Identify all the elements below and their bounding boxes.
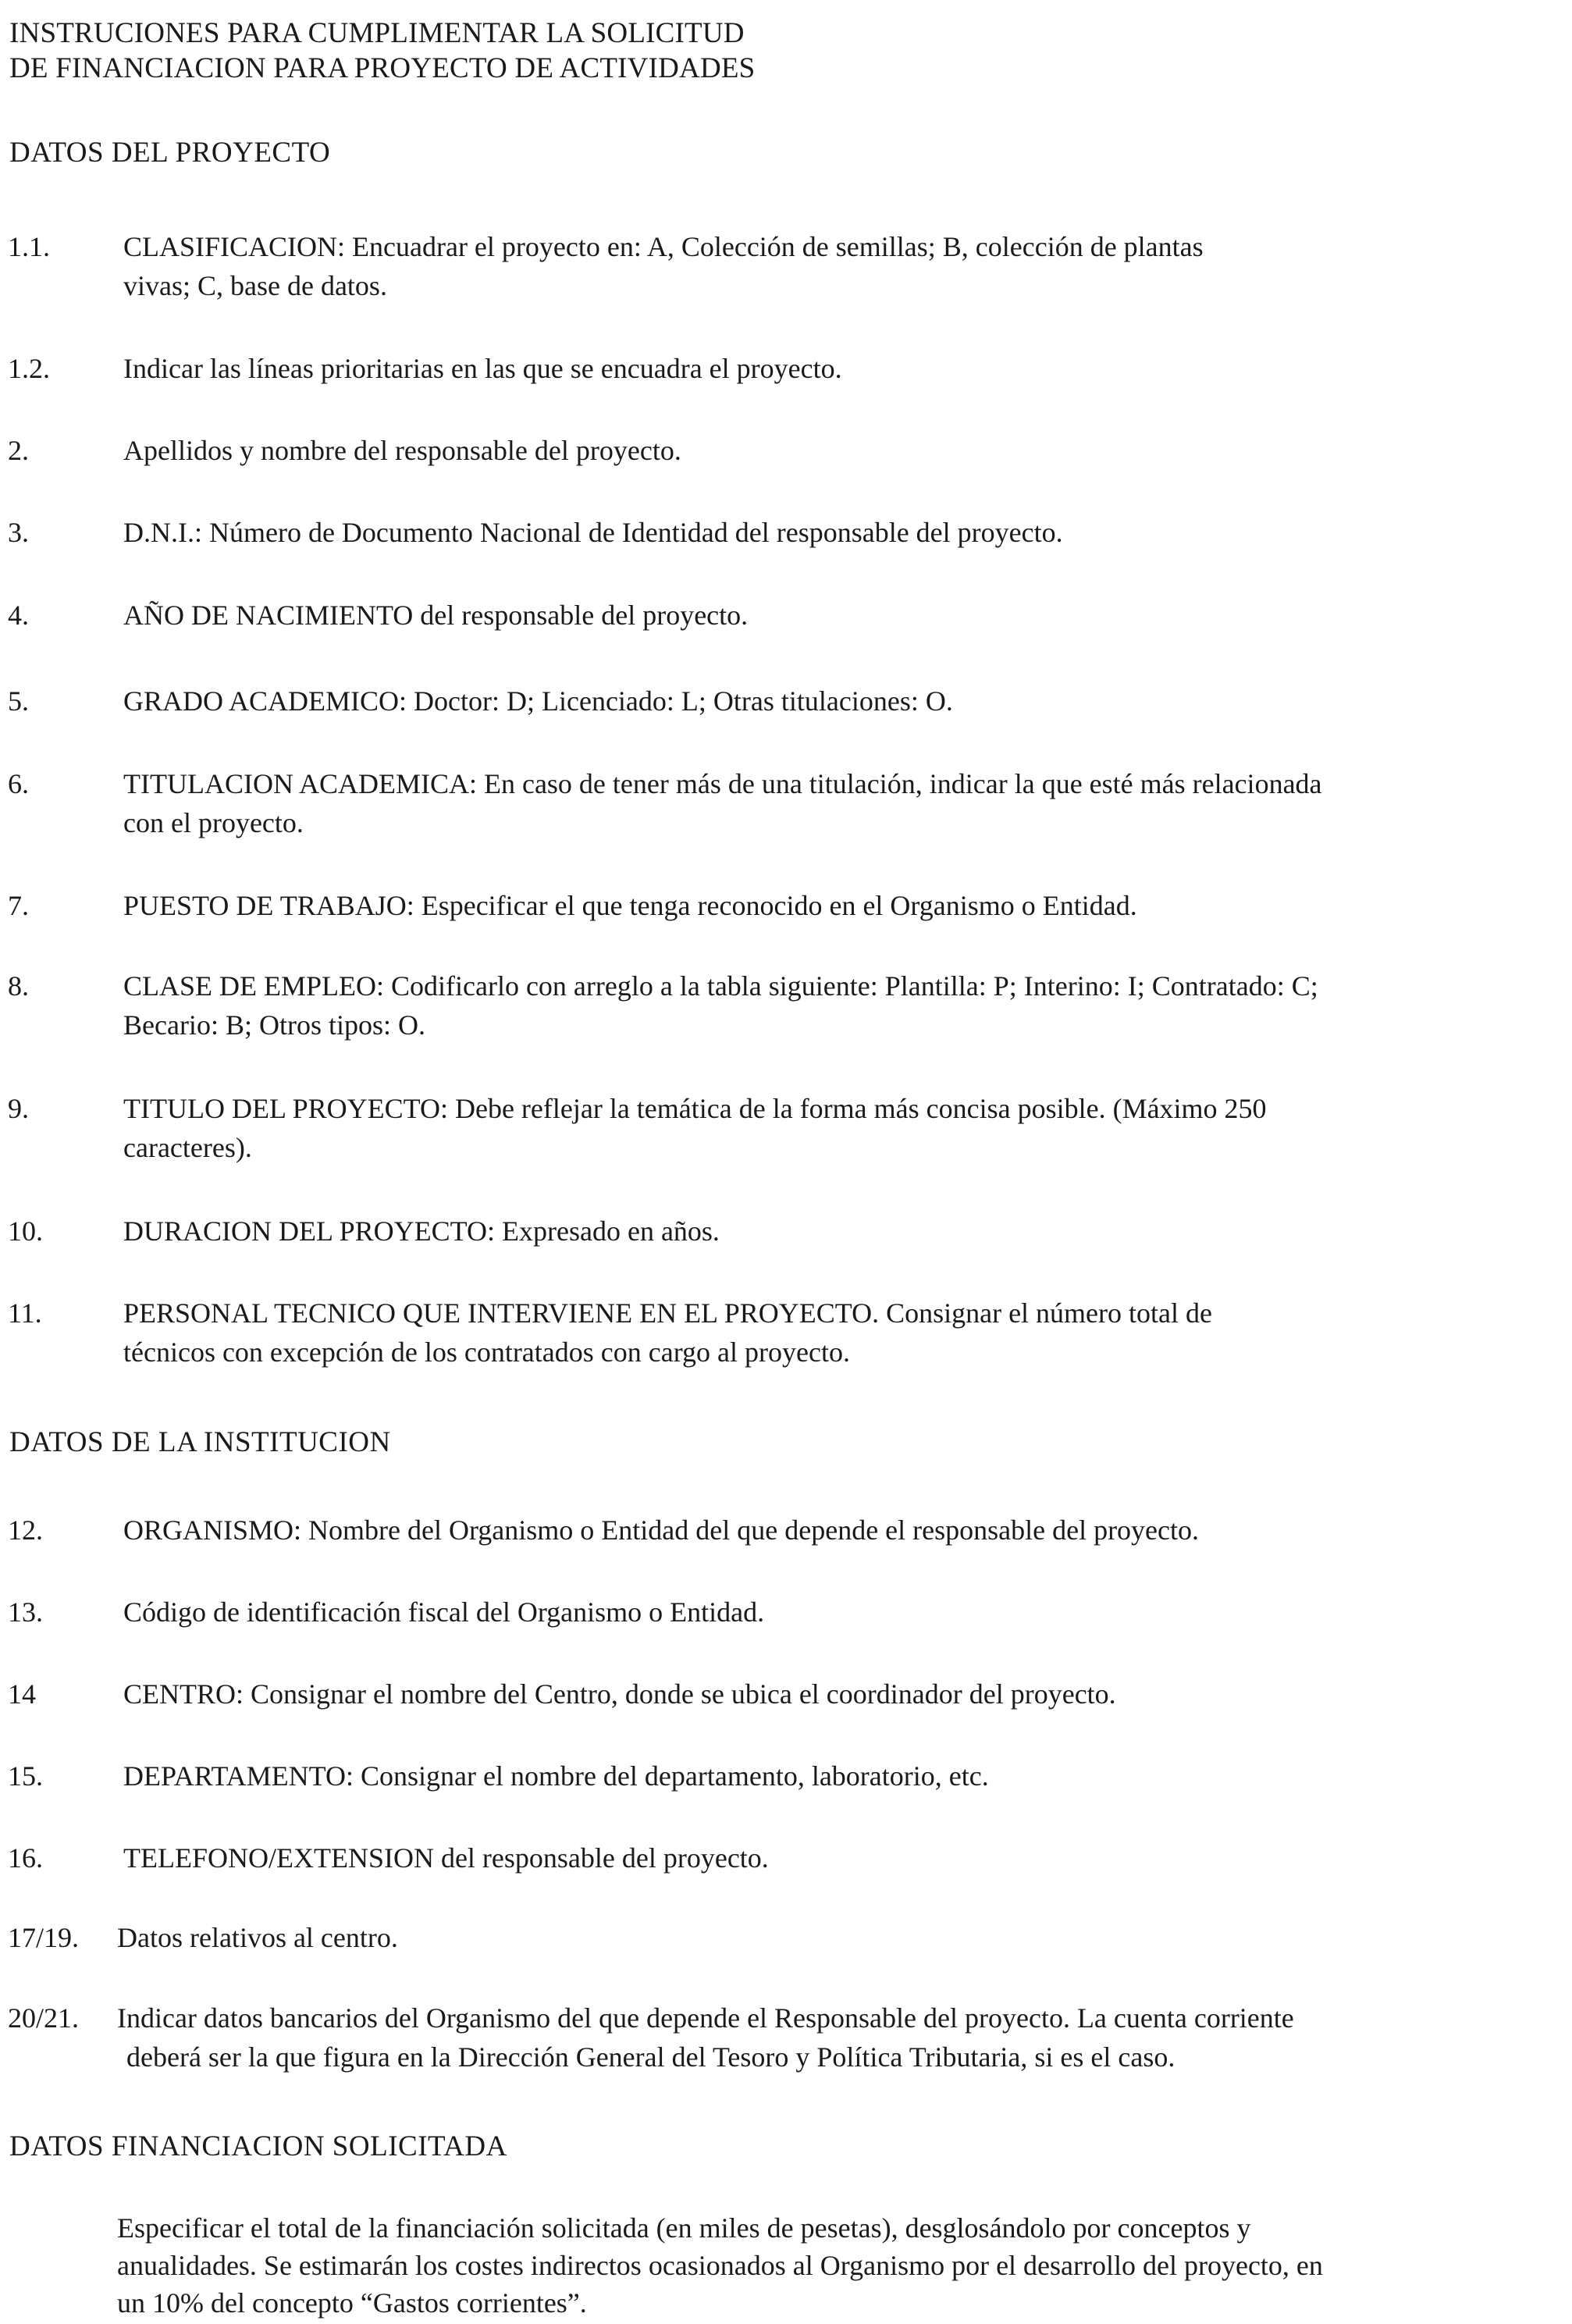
section-heading-institucion: DATOS DE LA INSTITUCION — [9, 1426, 391, 1458]
item-line: técnicos con excepción de los contratados con cargo al proyecto. — [123, 1336, 850, 1368]
item-line: PERSONAL TECNICO QUE INTERVIENE EN EL PROYECTO. Consignar el número total de — [123, 1297, 1212, 1329]
item-text — [117, 1998, 1553, 2077]
item-line: vivas; C, base de datos. — [123, 270, 387, 301]
item-number: 17/19. — [8, 1922, 80, 1953]
item-text — [123, 1593, 1560, 1632]
item-text — [123, 1674, 1560, 1714]
item-line: TELEFONO/EXTENSION del responsable del proyecto. — [123, 1842, 769, 1874]
title-line-2: DE FINANCIACION PARA PROYECTO DE ACTIVIDADES — [9, 52, 756, 84]
item-line: Becario: B; Otros tipos: O. — [123, 1009, 425, 1041]
item-number: 9. — [8, 1093, 29, 1124]
item-text — [123, 1511, 1560, 1550]
item-text — [123, 513, 1560, 552]
item-line: DEPARTAMENTO: Consignar el nombre del departamento, laboratorio, etc. — [123, 1760, 989, 1792]
item-line: TITULACION ACADEMICA: En caso de tener más de una titulación, indicar la que esté más relacionada — [123, 768, 1322, 799]
item-text — [117, 1918, 1553, 1957]
item-line: TITULO DEL PROYECTO: Debe reflejar la temática de la forma más concisa posible. (Máximo 250 — [123, 1093, 1267, 1124]
item-text — [123, 596, 1560, 635]
section-heading-financiacion: DATOS FINANCIACION SOLICITADA — [9, 2130, 507, 2162]
item-text — [123, 886, 1560, 925]
item-text — [123, 682, 1560, 721]
item-number: 1.2. — [8, 353, 50, 384]
item-number: 2. — [8, 435, 29, 466]
paragraph-line: un 10% del concepto “Gastos corrientes”. — [117, 2287, 587, 2319]
item-text — [123, 1838, 1560, 1877]
section-heading-proyecto: DATOS DEL PROYECTO — [9, 137, 331, 169]
item-text — [123, 1756, 1560, 1795]
title-line-1: INSTRUCIONES PARA CUMPLIMENTAR LA SOLICITUD — [9, 17, 745, 49]
item-number: 8. — [8, 970, 29, 1002]
item-text — [123, 1089, 1560, 1167]
document-title — [9, 16, 755, 86]
item-text — [123, 1212, 1560, 1251]
item-line: deberá ser la que figura en la Dirección General del Tesoro y Política Tributaria, si es el caso. — [126, 2041, 1175, 2073]
item-number: 6. — [8, 768, 29, 799]
item-line: D.N.I.: Número de Documento Nacional de Identidad del responsable del proyecto. — [123, 517, 1063, 548]
item-number: 7. — [8, 890, 29, 921]
item-line: Indicar las líneas prioritarias en las que se encuadra el proyecto. — [123, 353, 842, 384]
item-line: GRADO ACADEMICO: Doctor: D; Licenciado: L; Otras titulaciones: O. — [123, 685, 953, 717]
item-line: Apellidos y nombre del responsable del proyecto. — [123, 435, 681, 466]
item-line: PUESTO DE TRABAJO: Especificar el que tenga reconocido en el Organismo o Entidad. — [123, 890, 1137, 921]
item-line: CLASE DE EMPLEO: Codificarlo con arreglo a la tabla siguiente: Plantilla: P; Interino: I; Contratado: C; — [123, 970, 1318, 1002]
item-line: ORGANISMO: Nombre del Organismo o Entidad del que depende el responsable del proyecto. — [123, 1514, 1200, 1546]
item-text — [123, 764, 1560, 842]
paragraph-line: anualidades. Se estimarán los costes indirectos ocasionados al Organismo por el desarrollo del proyecto, en — [117, 2250, 1323, 2281]
item-line: CENTRO: Consignar el nombre del Centro, donde se ubica el coordinador del proyecto. — [123, 1678, 1116, 1710]
item-number: 5. — [8, 685, 29, 717]
item-line: caracteres). — [123, 1132, 252, 1163]
item-number: 11. — [8, 1297, 42, 1329]
item-text — [123, 349, 1560, 388]
item-line: Datos relativos al centro. — [117, 1922, 398, 1953]
item-number: 10. — [8, 1215, 43, 1247]
financiacion-paragraph — [117, 2209, 1545, 2322]
item-line: DURACION DEL PROYECTO: Expresado en años. — [123, 1215, 720, 1247]
item-number: 15. — [8, 1760, 43, 1792]
item-line: Indicar datos bancarios del Organismo del que depende el Responsable del proyecto. La cuenta corriente — [117, 2002, 1294, 2034]
item-text — [123, 227, 1560, 305]
item-number: 3. — [8, 517, 29, 548]
item-line: Código de identificación fiscal del Organismo o Entidad. — [123, 1596, 765, 1628]
item-text — [123, 1294, 1560, 1372]
paragraph-line: Especificar el total de la financiación solicitada (en miles de pesetas), desglosándolo por conceptos y — [117, 2212, 1251, 2244]
item-line: con el proyecto. — [123, 807, 304, 838]
item-number: 13. — [8, 1596, 43, 1628]
item-number: 4. — [8, 600, 29, 631]
item-line: CLASIFICACION: Encuadrar el proyecto en: A, Colección de semillas; B, colección de plantas — [123, 231, 1204, 262]
item-number: 12. — [8, 1514, 43, 1546]
item-number: 16. — [8, 1842, 43, 1874]
item-number: 14 — [8, 1678, 36, 1710]
item-text — [123, 431, 1560, 470]
item-number: 20/21. — [8, 2002, 80, 2034]
item-line: AÑO DE NACIMIENTO del responsable del proyecto. — [123, 600, 749, 631]
item-text — [123, 966, 1560, 1045]
item-number: 1.1. — [8, 231, 50, 262]
